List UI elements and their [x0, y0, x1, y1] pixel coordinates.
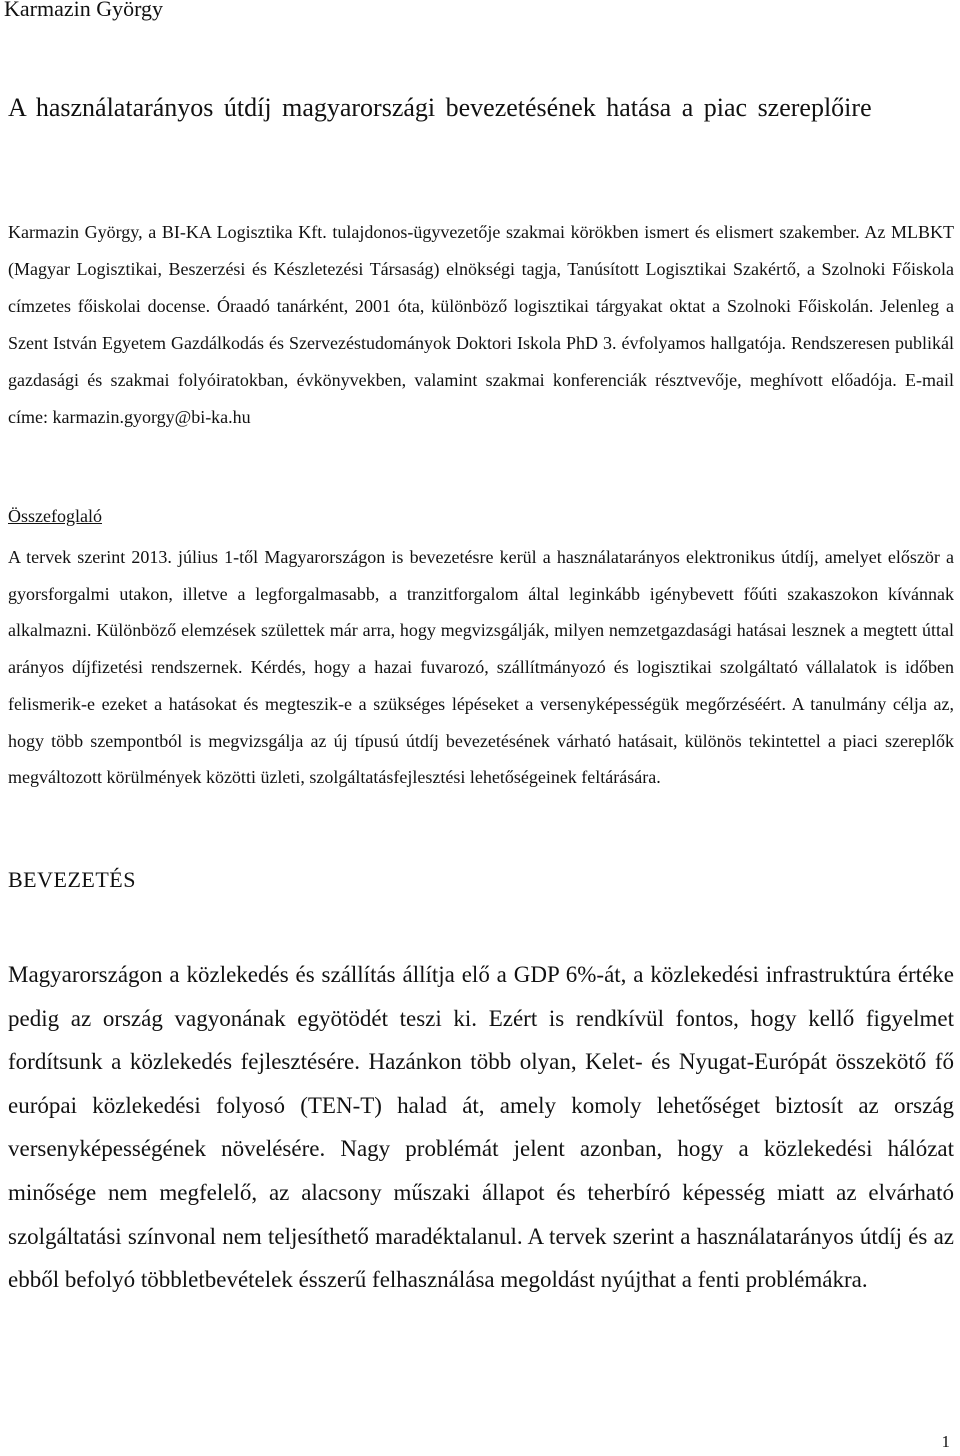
introduction-heading: BEVEZETÉS	[8, 867, 136, 892]
author-header: Karmazin György	[4, 0, 164, 21]
article-title: A használatarányos útdíj magyarországi bevezetésének hatása a piac szereplőire	[8, 93, 872, 122]
author-bio-paragraph: Karmazin György, a BI-KA Logisztika Kft. tulajdonos-ügyvezetője szakmai körökben ismert és elismert szakember. Az MLBKT (Magyar Logisztikai, Beszerzési és Készletezési Társaság) elnökségi tagja, Tanúsított Logisztikai Szakértő, a Szolnoki Főiskola címzetes főiskolai docense. Óraadó tanárként, 2001 óta, különböző logisztikai tárgyakat oktat a Szolnoki Főiskolán. Jelenleg a Szent István Egyetem Gazdálkodás és Szervezéstudományok Doktori Iskola PhD 3. évfolyamos hallgatója. Rendszeresen publikál gazdasági és szakmai folyóiratokban, évkönyvekben, valamint szakmai konferenciák résztvevője, meghívott előadója. E-mail címe: karmazin.gyorgy@bi-ka.hu	[8, 222, 954, 427]
introduction-paragraph: Magyarországon a közlekedés és szállítás állítja elő a GDP 6%-át, a közlekedési infrastruktúra értéke pedig az ország vagyonának egyötödét teszi ki. Ezért is rendkívül fontos, hogy kellő figyelmet fordítsunk a közlekedés fejlesztésére. Hazánkon több olyan, Kelet- és Nyugat-Európát összekötő fő európai közlekedési folyosó (TEN-T) halad át, amely komoly lehetőséget biztosít az ország versenyképességének növelésére. Nagy problémát jelent azonban, hogy a közlekedési hálózat minősége nem megfelelő, az alacsony műszaki állapot és teherbíró képesség miatt az elvárható szolgáltatási színvonal nem teljesíthető maradéktalanul. A tervek szerint a használatarányos útdíj és az ebből befolyó többletbevételek ésszerű felhasználása megoldást nyújthat a fenti problémákra.	[8, 962, 954, 1293]
summary-heading: Összefoglaló	[8, 506, 102, 526]
summary-paragraph: A tervek szerint 2013. július 1-től Magyarországon is bevezetésre kerül a használatarányos elektronikus útdíj, amelyet először a gyorsforgalmi utakon, illetve a legforgalmasabb, a tranzitforgalom által leginkább igénybevett főúti szakaszokon kívánnak alkalmazni. Különböző elemzések születtek már arra, hogy megvizsgálják, milyen nemzetgazdasági hatásai lesznek a megtett úttal arányos díjfizetési rendszernek. Kérdés, hogy a hazai fuvarozó, szállítmányozó és logisztikai szolgáltató vállalatok is időben felismerik-e ezeket a hatásokat és megteszik-e a szükséges lépéseket a versenyképességük megőrzéséért. A tanulmány célja az, hogy több szempontból is megvizsgálja az új típusú útdíj bevezetésének várható hatásait, különös tekintettel a piaci szereplők megváltozott körülmények közötti üzleti, szolgáltatásfejlesztési lehetőségeinek feltárására.	[8, 547, 954, 788]
page-number: 1	[941, 1432, 950, 1451]
